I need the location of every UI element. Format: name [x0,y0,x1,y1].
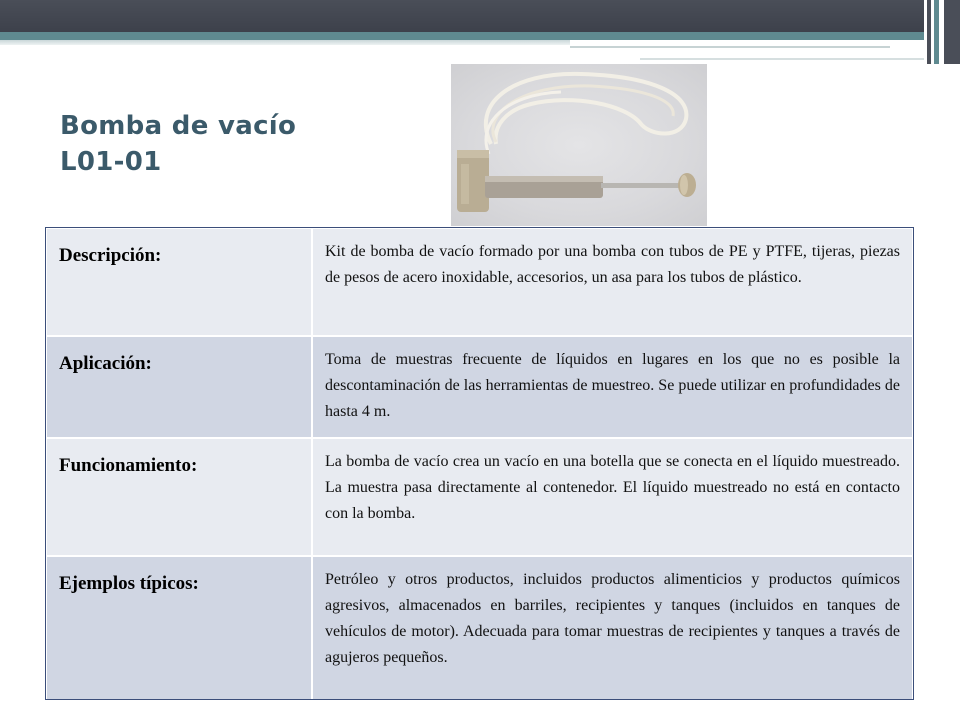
table-row [46,336,913,438]
row-label-funcionamiento: Funcionamiento: [46,438,312,556]
header-thin-line-2 [640,58,940,60]
table-row [46,556,913,701]
row-text-ejemplos: Petróleo y otros productos, incluidos productos alimenticios y productos químicos agresivos, almacenados en barriles, recipientes y tanques (incluidos en tanques de vehículos de motor). Adecuada para tomar muestras de recipientes y tanques a través de agujeros pequeños. [312,556,913,701]
row-text-descripcion: Kit de bomba de vacío formado por una bomba con tubos de PE y PTFE, tijeras, piezas de pesos de acero inoxidable, accesorios, un asa para los tubos de plástico. [312,228,913,336]
row-text-aplicacion: Toma de muestras frecuente de líquidos en lugares en los que no es posible la descontaminación de las herramientas de muestreo. Se puede utilizar en profundidades de hasta 4 m. [312,336,913,438]
row-label-aplicacion: Aplicación: [46,336,312,438]
table-row [46,438,913,556]
row-label-ejemplos: Ejemplos típicos: [46,556,312,701]
vacuum-pump-illustration [451,64,707,226]
specification-table [45,227,914,702]
table-row [46,228,913,336]
header-thin-line [570,46,890,48]
slide-title-line-2: L01-01 [60,147,162,177]
row-text-funcionamiento: La bomba de vacío crea un vacío en una botella que se conecta en el líquido muestreado. La muestra pasa directamente al contenedor. El líquido muestreado no está en contacto con la bomba. [312,438,913,556]
row-label-descripcion: Descripción: [46,228,312,336]
header-corner-decoration [924,0,960,64]
slide-title-line-1: Bomba de vacío [60,111,297,141]
slide-title [60,108,440,180]
vacuum-pump-photo [451,64,707,226]
header-accent-stripe [0,32,960,40]
header-bar [0,0,960,32]
header-shadow-stripe [0,40,570,45]
